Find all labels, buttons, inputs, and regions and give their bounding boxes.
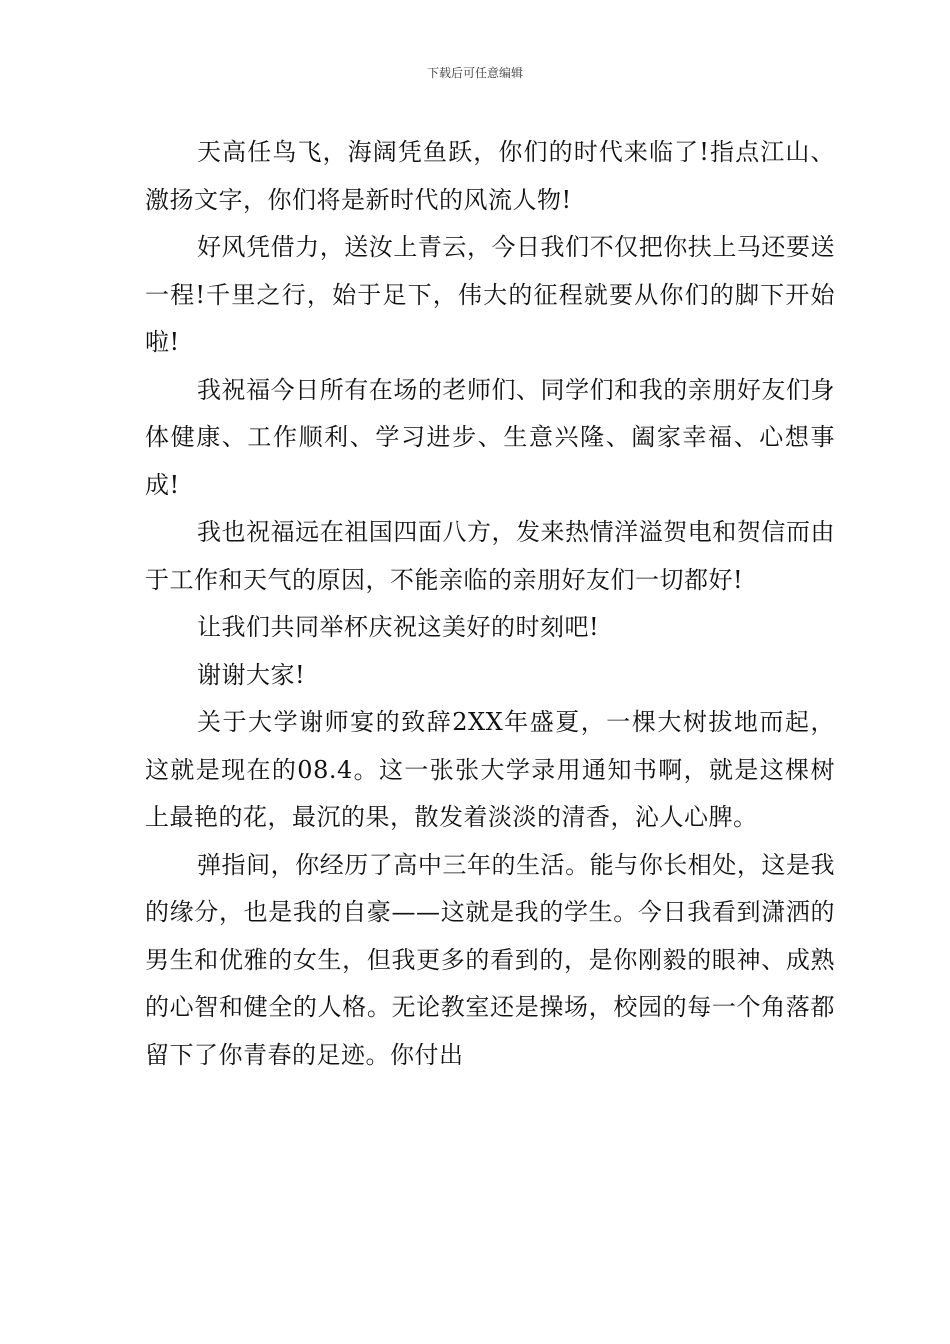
paragraph: 关于大学谢师宴的致辞2XX年盛夏，一棵大树拔地而起，这就是现在的08.4。这一张张大学录用通知书啊，就是这棵树上最艳的花，最沉的果，散发着淡淡的清香，沁人心脾。 (145, 708, 835, 831)
page-header: 下载后可任意编辑 (426, 66, 523, 80)
paragraph: 我祝福今日所有在场的老师们、同学们和我的亲朋好友们身体健康、工作顺利、学习进步、生意兴隆、阖家幸福、心想事成! (145, 375, 835, 499)
paragraph: 让我们共同举杯庆祝这美好的时刻吧! (197, 613, 600, 641)
paragraph: 谢谢大家! (197, 660, 306, 689)
paragraph: 我也祝福远在祖国四面八方，发来热情洋溢贺电和贺信而由于工作和天气的原因，不能亲临的亲朋好友们一切都好! (145, 518, 835, 594)
document-body (145, 129, 835, 1079)
paragraph: 天高任鸟飞，海阔凭鱼跃，你们的时代来临了!指点江山、激扬文字，你们将是新时代的风流人物! (145, 138, 835, 214)
paragraph: 好风凭借力，送汝上青云，今日我们不仅把你扶上马还要送一程!千里之行，始于足下，伟大的征程就要从你们的脚下开始啦! (145, 233, 835, 356)
paragraph: 弹指间，你经历了高中三年的生活。能与你长相处，这是我的缘分，也是我的自豪——这就是我的学生。今日我看到潇洒的男生和优雅的女生，但我更多的看到的，是你刚毅的眼神、成熟的心智和健全的人格。无论教室还是操场，校园的每一个角落都留下了你青春的足迹。你付出 (145, 850, 835, 1069)
